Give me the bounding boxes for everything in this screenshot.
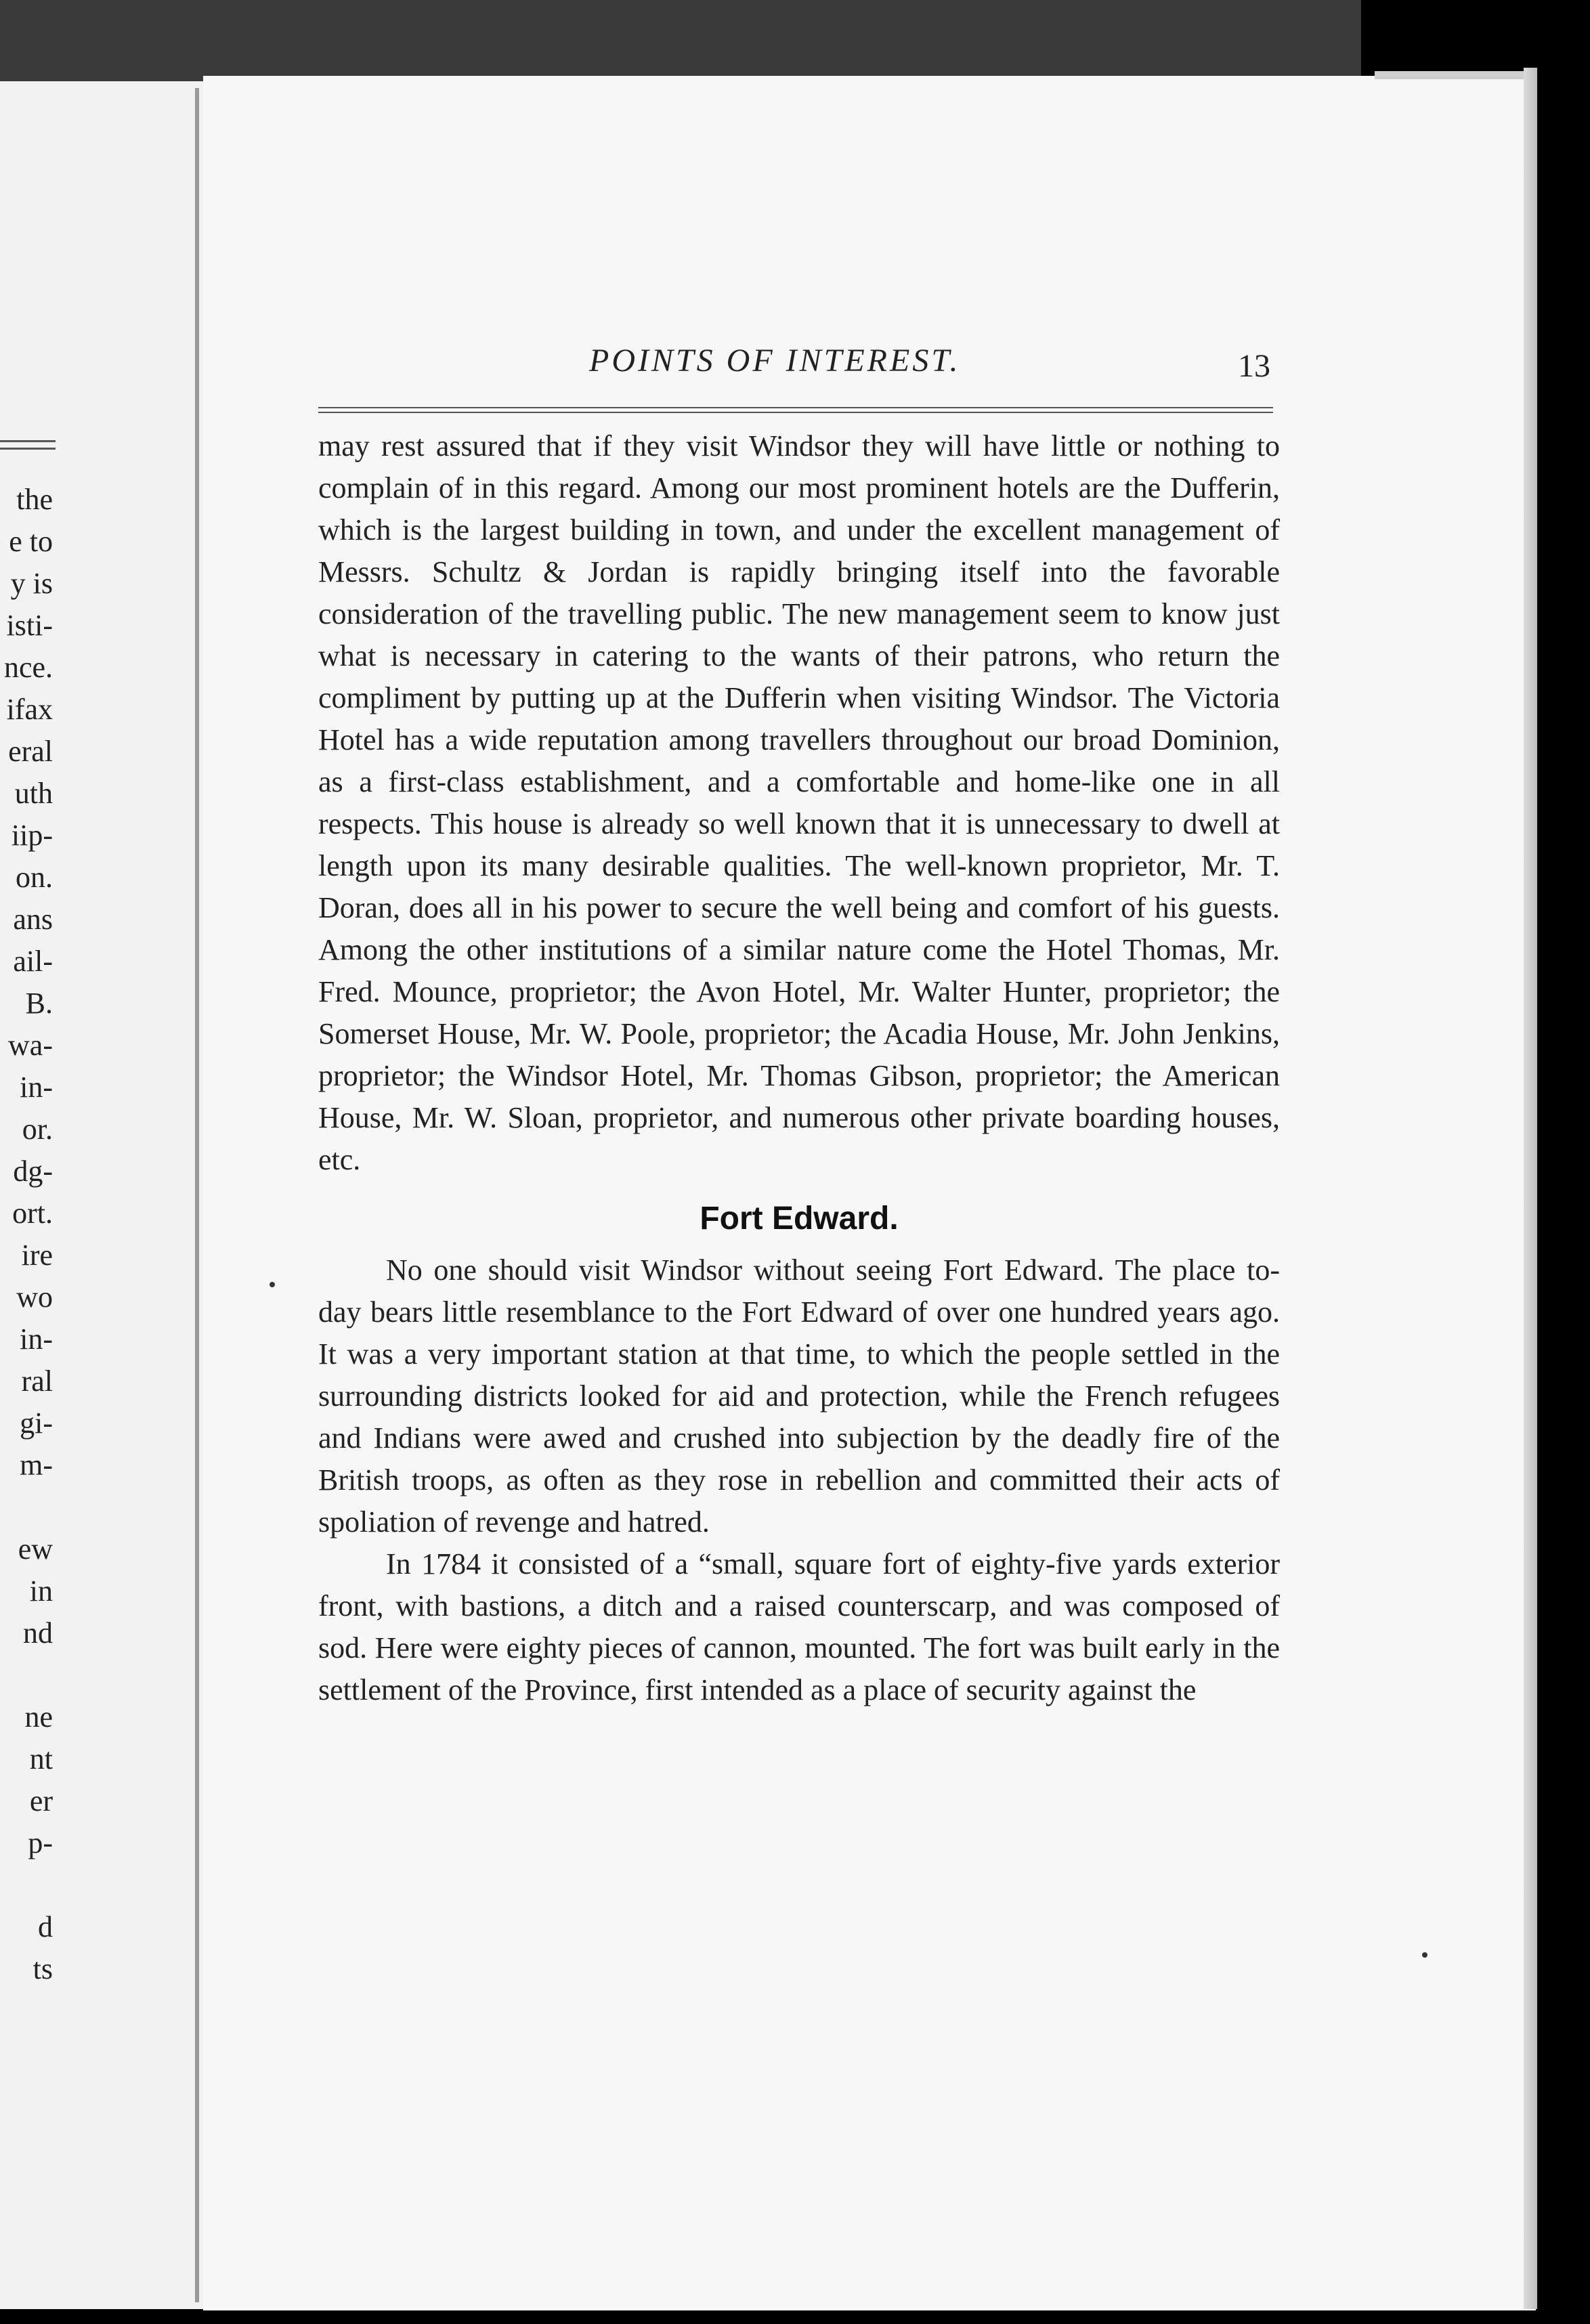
left-page-fragment: uth (14, 777, 53, 810)
left-page-fragment: ew (18, 1532, 53, 1566)
paragraph-fort-edward-1: No one should visit Windsor without seeing Fort Edward. The place to-day bears little resemblance to the Fort Edward of over one hundred years ago. It was a very important station at that time, to which the people settled in the surrounding districts looked for aid and protection, while the French refugees and Indians were awed and crushed into subjection by the deadly fire of the British troops, as often as they rose in rebellion and committed their acts of spoliation of revenge and hatred. (318, 1253, 1280, 1538)
left-page-fragment: ne (24, 1700, 53, 1734)
left-page (0, 81, 203, 2309)
running-head: POINTS OF INTEREST. (589, 343, 961, 379)
left-page-fragment: B. (25, 987, 53, 1020)
left-page-fragment: in- (20, 1322, 53, 1356)
scan-background-top (0, 0, 1361, 88)
scan-speck (1422, 1952, 1427, 1958)
left-page-fragment: gi- (20, 1406, 53, 1440)
left-page-fragment: the (16, 483, 53, 516)
left-page-fragment: wo (16, 1281, 53, 1314)
left-page-fragment: d (38, 1910, 53, 1943)
left-page-fragment: ail- (13, 945, 53, 978)
page-header (318, 342, 1280, 396)
page-number: 13 (1238, 348, 1270, 384)
book-gutter (195, 88, 199, 2302)
left-page-fragment: eral (8, 735, 53, 768)
left-page-fragment: nce. (3, 651, 53, 684)
paragraph-fort-edward-2: In 1784 it consisted of a “small, square fort of eighty-five yards exterior front, with bastions, a ditch and a raised counterscarp, and was composed of sod. Here were eighty pieces of cannon, mounted. The fort was built early in the settlement of the Province, first intended as a place of security against the (318, 1547, 1280, 1706)
left-page-fragment: iip- (11, 819, 53, 852)
left-page-fragment: in (29, 1574, 53, 1608)
left-page-fragment: ort. (12, 1197, 53, 1230)
left-page-fragment: isti- (6, 609, 53, 642)
left-page-fragment: ans (13, 903, 53, 936)
left-page-rule (0, 440, 56, 450)
page-edge (1524, 68, 1537, 2309)
paragraph-continued: may rest assured that if they visit Windsor they will have little or nothing to complain of in this regard. Among our most prominent hotels are the Dufferin, which is the largest building in town, and under the excellent management of Messrs. Schultz & Jordan is rapidly bringing itself into the favorable consideration of the travelling public. The new management seem to know just what is necessary in catering to the wants of their patrons, who return the compliment by putting up at the Dufferin when visiting Windsor. The Victoria Hotel has a wide reputation among travellers throughout our broad Dominion, as a first-class establishment, and a comfortable and home-like one in all respects. This house is already so well known that it is unnecessary to dwell at length upon its many desirable qualities. The well-known proprietor, Mr. T. Doran, does all in his power to secure the well being and comfort of his guests. Among the other institutions of a similar nature come the Hotel Thomas, Mr. Fred. Mounce, proprietor; the Avon Hotel, Mr. Walter Hunter, proprietor; the Somerset House, Mr. W. Poole, proprietor; the Acadia House, Mr. John Jenkins, proprietor; the Windsor Hotel, Mr. Thomas Gibson, proprietor; the American House, Mr. W. Sloan, proprietor, and numerous other private boarding houses, etc. (318, 429, 1280, 1176)
section-title: Fort Edward. (700, 1201, 899, 1236)
left-page-fragment: ire (21, 1239, 53, 1272)
header-rule (318, 407, 1273, 413)
left-page-fragment: nd (23, 1616, 53, 1650)
left-page-fragment: ifax (6, 693, 53, 726)
left-page-fragment: on. (16, 861, 53, 894)
left-page-fragment: wa- (8, 1029, 53, 1062)
left-page-fragment: er (29, 1784, 53, 1817)
left-page-fragment: m- (20, 1448, 53, 1482)
left-page-fragment: in- (20, 1071, 53, 1104)
left-page-fragment: e to (9, 525, 53, 558)
left-page-fragment: ral (21, 1364, 53, 1398)
left-page-fragment: p- (28, 1826, 53, 1859)
left-page-fragment: or. (22, 1113, 53, 1146)
left-page-fragment: ts (33, 1952, 53, 1985)
left-page-fragment: y is (10, 567, 53, 600)
left-page-fragment: dg- (13, 1155, 53, 1188)
scan-speck (270, 1282, 275, 1287)
page-content (318, 342, 1280, 1711)
left-page-fragment: nt (29, 1742, 53, 1776)
page-edge-top (1375, 71, 1537, 79)
